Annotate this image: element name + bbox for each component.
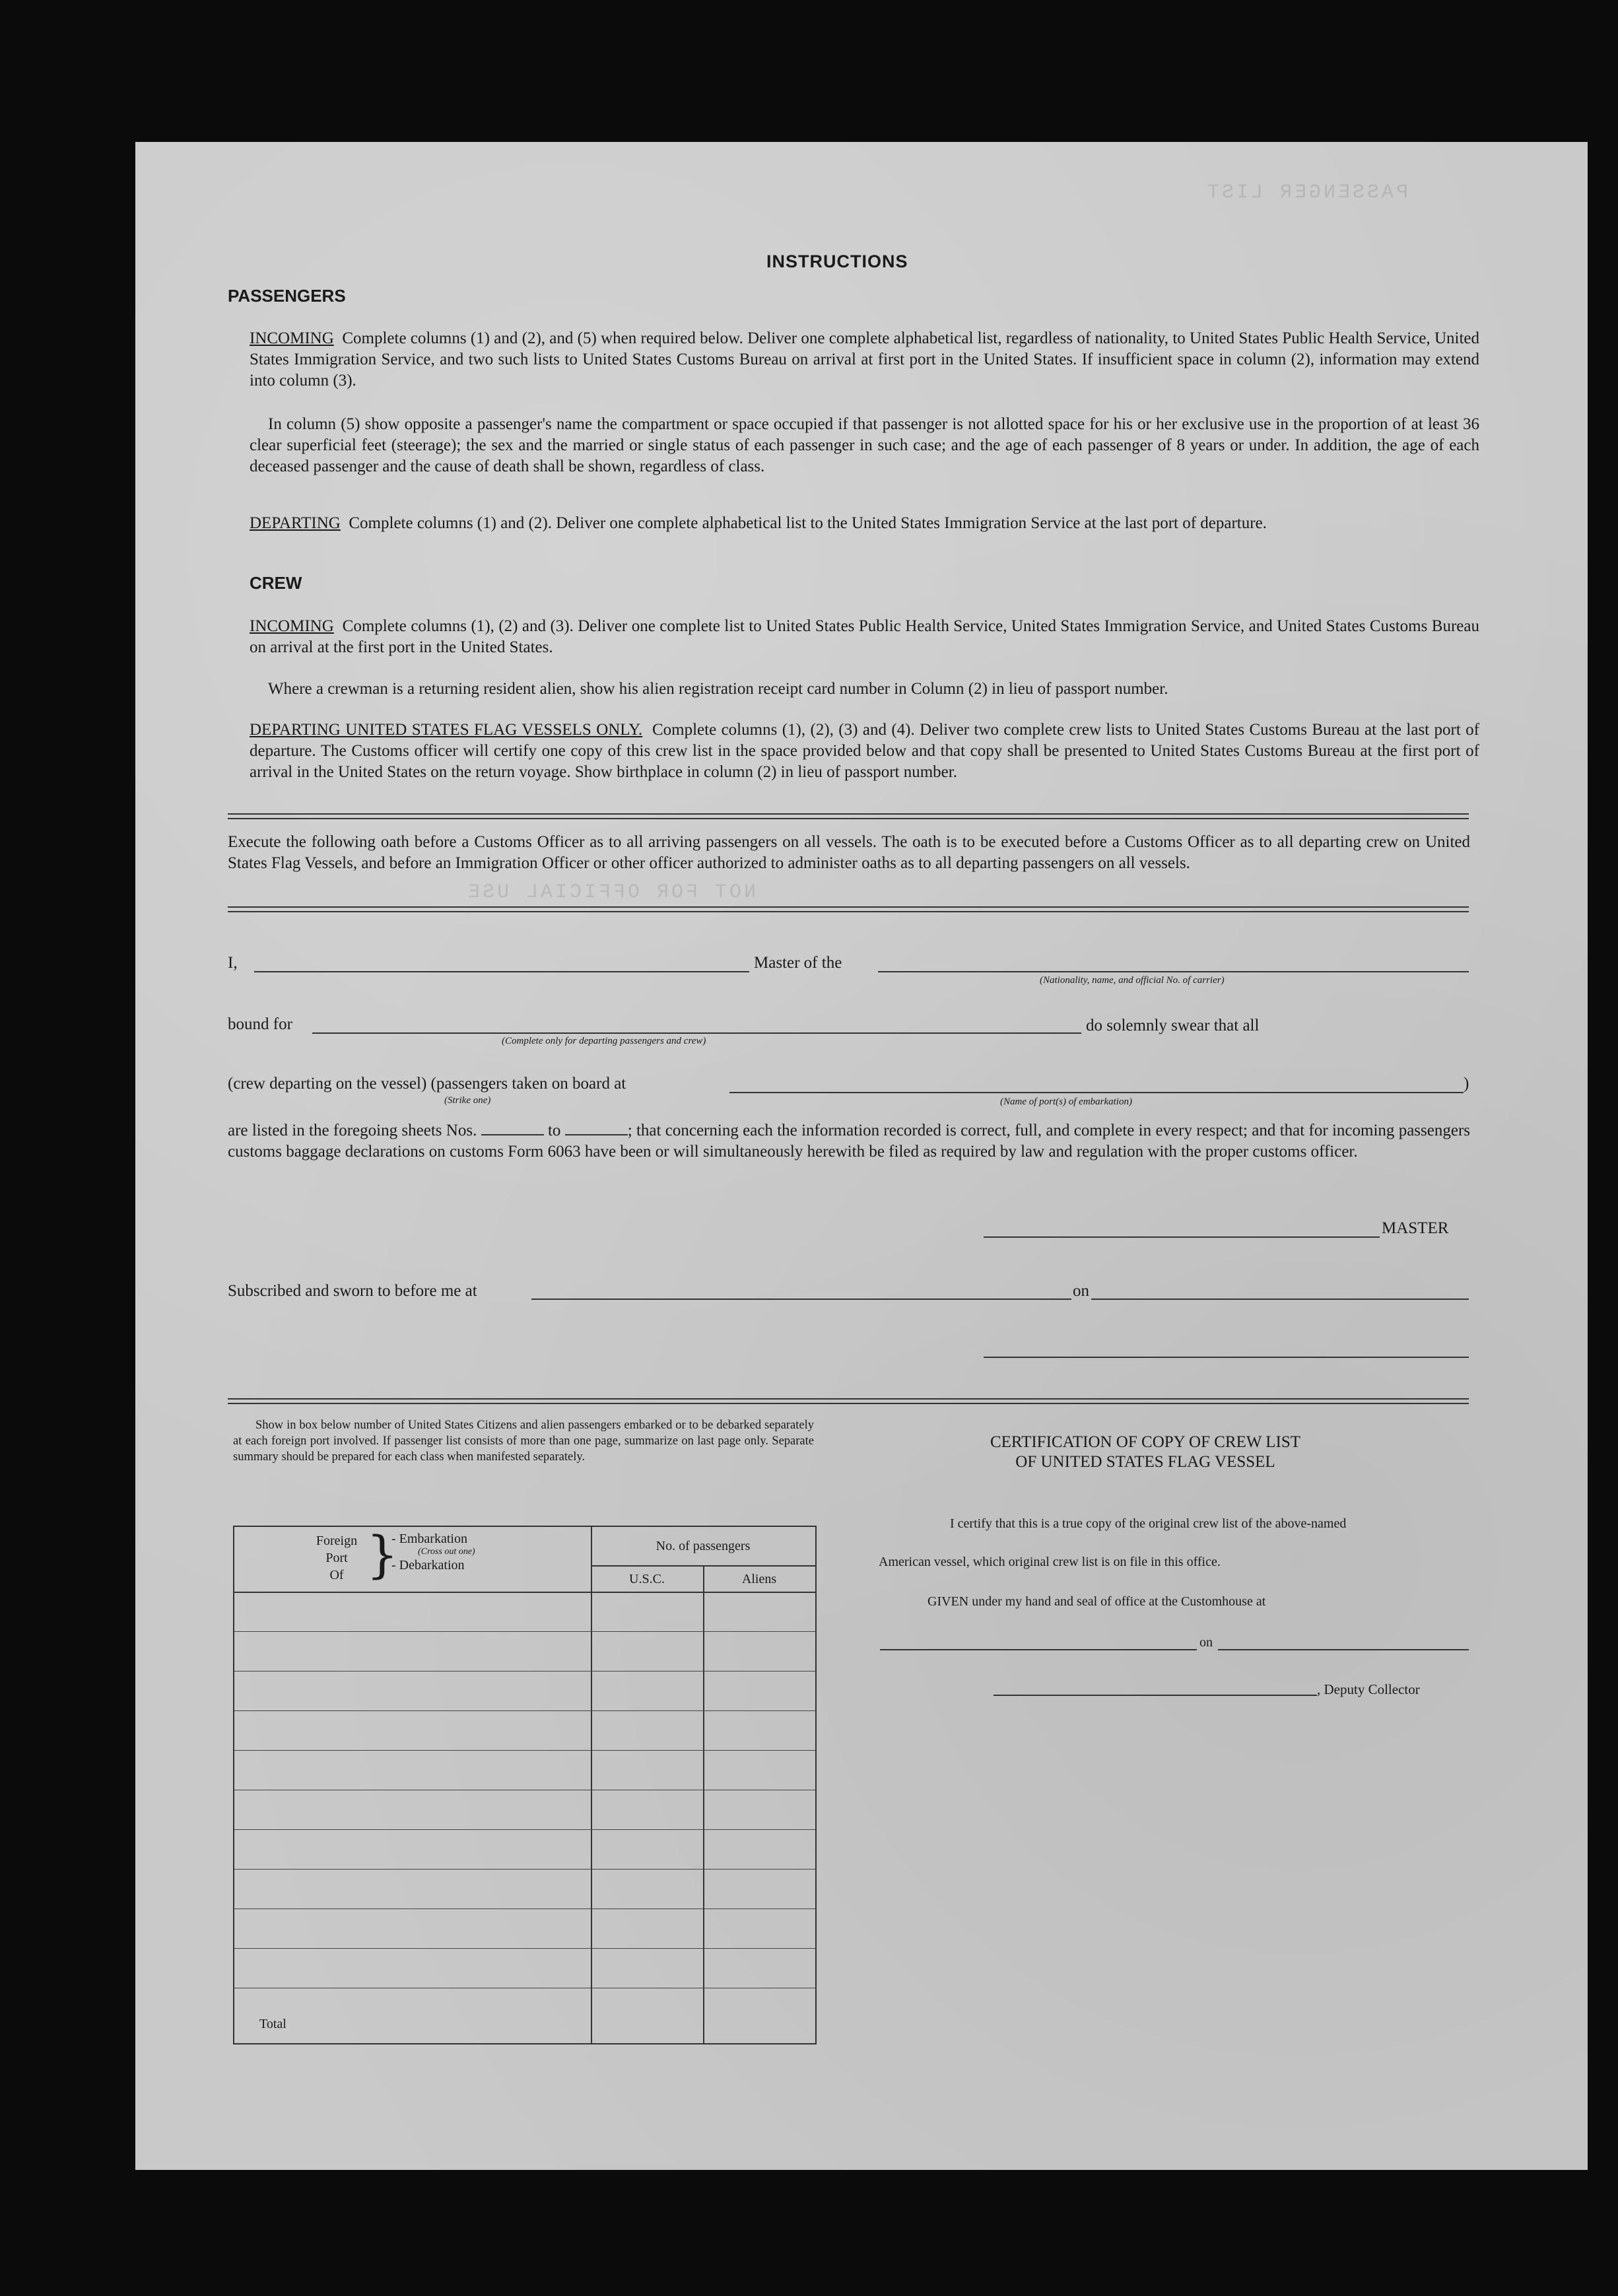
table-divider (591, 1527, 592, 2043)
to-label: to (547, 1122, 561, 1139)
oath-i: I, (228, 954, 238, 972)
close-paren: ) (1464, 1075, 1469, 1093)
ports-field[interactable] (729, 1092, 1464, 1093)
customhouse-field[interactable] (880, 1649, 1197, 1650)
page-title: INSTRUCTIONS (766, 252, 908, 271)
cert-on-label: on (1199, 1635, 1213, 1650)
passengers-departing-paragraph (250, 513, 1479, 534)
passengers-incoming-label: INCOMING (250, 329, 334, 347)
passengers-heading: PASSENGERS (228, 286, 346, 306)
total-label: Total (259, 2017, 287, 2031)
foreign-port-of-label (307, 1532, 366, 1584)
port-label: Port (325, 1551, 348, 1565)
bleed-through-text: NOT FOR OFFICIAL USE (465, 881, 757, 904)
crew-departing-text: Complete columns (1), (2), (3) and (4). Deliver two complete crew lists to United States Customs Bureau at the last port of departure. The Customs officer will certify one copy of this crew list in the space provided below and that copy shall be presented to United States Customs Bureau at the first port of arrival in the United States on the return voyage. Show birthplace in column (2) in lieu of passport number. (250, 721, 1480, 781)
crew-incoming-text: Complete columns (1), (2) and (3). Deliver one complete list to United States Public Health Service, United States Immigration Service, and United States Customs Bureau on arrival at the first port in the United States. (250, 617, 1479, 656)
listed-text-b: ; that concerning each the information recorded is correct, full, and complete in every respect; and that for incoming passengers customs baggage declarations on customs Form 6063 have been or will simultaneously herewith be filed as required by law and regulation with the proper customs officer. (228, 1122, 1470, 1161)
bleed-through-text: PASSENGER LIST (1205, 182, 1409, 204)
table-row[interactable] (234, 1948, 815, 1949)
ports-caption: (Name of port(s) of embarkation) (1000, 1097, 1132, 1107)
bound-for-field[interactable] (312, 1032, 1081, 1034)
cross-out-caption: (Cross out one) (418, 1547, 475, 1557)
bound-for-label: bound for (228, 1015, 292, 1033)
usc-header: U.S.C. (629, 1572, 665, 1586)
listed-paragraph (228, 1120, 1470, 1163)
passengers-incoming-text: Complete columns (1) and (2), and (5) when required below. Deliver one complete alphabetical list, regardless of nationality, to United States Public Health Service, United States Immigration Service, and two such lists to United States Customs Bureau on arrival at first port in the United States. If insufficient space in column (2), information may extend into column (3). (250, 329, 1479, 389)
subscribed-label: Subscribed and sworn to before me at (228, 1282, 477, 1300)
table-row[interactable] (234, 1829, 815, 1830)
passengers-incoming-paragraph (250, 328, 1479, 391)
cert-date-field[interactable] (1218, 1649, 1469, 1650)
crew-heading: CREW (250, 573, 302, 593)
deputy-collector-label: , Deputy Collector (1317, 1681, 1420, 1697)
embarkation-option[interactable]: - Embarkation (391, 1532, 467, 1546)
crew-departing-label: DEPARTING UNITED STATES FLAG VESSELS ONLY. (250, 721, 643, 739)
subscribed-place-field[interactable] (531, 1299, 1071, 1300)
crew-incoming-label: INCOMING (250, 617, 334, 635)
certification-title (987, 1433, 1304, 1472)
master-signature-field[interactable] (984, 1236, 1380, 1238)
brace-icon: } (366, 1525, 399, 1584)
strike-one-caption: (Strike one) (444, 1095, 491, 1106)
form-sheet (135, 142, 1588, 2170)
of-label: Of (329, 1568, 344, 1582)
master-of-the-label: Master of the (754, 954, 842, 972)
table-divider (591, 1565, 815, 1567)
table-row[interactable] (234, 1869, 815, 1870)
aliens-header: Aliens (741, 1572, 777, 1586)
sheet-to-field[interactable] (565, 1122, 628, 1135)
foreign-label: Foreign (316, 1534, 358, 1548)
complete-only-caption: (Complete only for departing passengers and crew) (502, 1036, 706, 1046)
section-divider (228, 1398, 1469, 1404)
table-row[interactable] (234, 1710, 815, 1711)
crew-resident-paragraph: Where a crewman is a returning resident alien, show his alien registration receipt card number in Column (2) in lieu of passport number. (268, 680, 1168, 698)
crew-departing-paragraph (250, 720, 1479, 783)
crew-incoming-paragraph (250, 616, 1479, 658)
certification-title-line1: CERTIFICATION OF COPY OF CREW LIST (990, 1433, 1301, 1451)
passengers-departing-label: DEPARTING (250, 514, 341, 532)
summary-instructions: Show in box below number of United States Citizens and alien passengers embarked or to be debarked separately at each foreign port involved. If passenger list consists of more than one page, summarize on last page only. Separate summary should be prepared for each class when manifested separately. (233, 1419, 814, 1464)
embarkation-options (391, 1532, 475, 1572)
sheet-from-field[interactable] (481, 1122, 544, 1135)
listed-text-a: are listed in the foregoing sheets Nos. (228, 1122, 477, 1139)
certify-text-b: American vessel, which original crew list is on file in this office. (879, 1555, 1221, 1569)
officer-signature-field[interactable] (984, 1357, 1469, 1358)
column5-paragraph: In column (5) show opposite a passenger's name the compartment or space occupied if that passenger is not allotted space for his or her exclusive use in the proportion of at least 36 clear superficial feet (steerage); the sex and the married or single status of each passenger in such case; and the age of each passenger of 8 years or under. In addition, the age of each deceased passenger and the cause of death shall be shown, regardless of class. (250, 415, 1479, 475)
subscribed-date-field[interactable] (1091, 1299, 1469, 1300)
debarkation-option[interactable]: - Debarkation (391, 1558, 465, 1572)
table-row[interactable] (234, 1631, 815, 1632)
master-label: MASTER (1382, 1219, 1449, 1237)
section-divider (228, 813, 1469, 819)
crew-departing-label: (crew departing on the vessel) (passengers taken on board at (228, 1075, 626, 1093)
passenger-summary-table (233, 1526, 817, 2044)
section-divider (228, 906, 1469, 912)
given-text: GIVEN under my hand and seal of office at the Customhouse at (927, 1594, 1266, 1609)
master-name-field[interactable] (254, 971, 749, 972)
table-divider (703, 1565, 704, 2043)
deputy-signature-field[interactable] (994, 1695, 1317, 1696)
oath-intro: Execute the following oath before a Customs Officer as to all arriving passengers on all vessels. The oath is to be executed before a Customs Officer as to all departing crew on United States Flag Vessels, and before an Immigration Officer or other officer authorized to administer oaths as to all departing passengers on all vessels. (228, 833, 1470, 872)
table-divider (234, 1592, 815, 1593)
certification-title-line2: OF UNITED STATES FLAG VESSEL (1015, 1453, 1275, 1471)
table-row[interactable] (234, 1908, 815, 1909)
passengers-departing-text: Complete columns (1) and (2). Deliver one complete alphabetical list to the United States Immigration Service at the last port of departure. (349, 514, 1267, 532)
on-label: on (1073, 1282, 1089, 1300)
solemnly-swear-label: do solemnly swear that all (1086, 1017, 1260, 1034)
certify-text-a: I certify that this is a true copy of the original crew list of the above-named (950, 1516, 1347, 1531)
no-of-passengers-header: No. of passengers (656, 1539, 751, 1553)
carrier-field[interactable] (878, 971, 1469, 972)
nationality-caption: (Nationality, name, and official No. of carrier) (1040, 975, 1225, 986)
table-row[interactable] (234, 1750, 815, 1751)
